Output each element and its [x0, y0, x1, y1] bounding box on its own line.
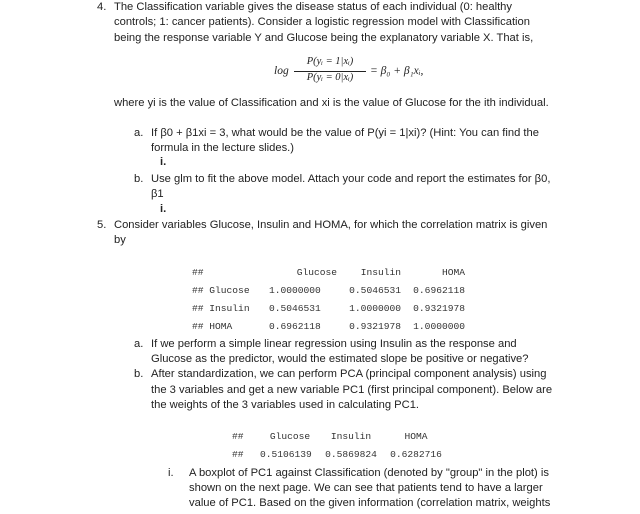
q4b-sub-label: i. — [160, 203, 167, 215]
q4b-line-1: Use glm to fit the above model. Attach your code and report the estimates for β0, — [151, 173, 551, 185]
corr-header-row — [192, 263, 465, 281]
corr-cell: 1.0000000 — [269, 284, 321, 296]
q4b-line-2: β1 — [151, 188, 164, 200]
corr-row-label: ## HOMA — [192, 320, 233, 332]
corr-header-cell: Glucose — [296, 266, 337, 278]
formula-log: log — [274, 65, 289, 77]
q5b-label: b. — [134, 368, 144, 380]
corr-cell: 0.9321978 — [413, 302, 465, 314]
corr-header-cell: ## — [192, 266, 204, 278]
q5bi-line-2: shown on the next page. We can see that patients tend to have a larger — [189, 482, 543, 494]
weights-row — [232, 445, 450, 463]
q4a-label: a. — [134, 127, 144, 139]
weights-cell: 0.5869824 — [325, 448, 377, 460]
q5a-line-1: If we perform a simple linear regression using Insulin as the response and — [151, 338, 517, 350]
q5a-line-2: Glucose as the predictor, would the estimated slope be positive or negative? — [151, 353, 529, 365]
weights-header-row — [232, 427, 450, 445]
corr-row-label: ## Glucose — [192, 284, 250, 296]
corr-cell: 0.6962118 — [269, 320, 321, 332]
weights-cell: 0.6282716 — [390, 448, 442, 460]
corr-cell: 1.0000000 — [413, 320, 465, 332]
weights-header-cell: ## — [232, 430, 244, 442]
q4a-sub-label: i. — [160, 156, 167, 168]
q4b-label: b. — [134, 173, 144, 185]
formula-rhs: = β₀ + β₁xᵢ, — [370, 65, 424, 77]
q4-text-line-2: controls; 1: cancer patients). Consider a logistic regression model with Classification — [114, 16, 530, 28]
formula-numerator: P(yᵢ = 1|xᵢ) — [306, 56, 354, 67]
q5a-label: a. — [134, 338, 144, 350]
q4-text-line-3: being the response variable Y and Glucose being the explanatory variable X. That is, — [114, 32, 534, 44]
corr-header-cell: HOMA — [441, 266, 465, 278]
q4-text-line-1: The Classification variable gives the disease status of each individual (0: healthy — [114, 1, 512, 13]
q5b-line-2: the 3 variables and get a new variable PC1 (first principal component). Below are — [151, 384, 553, 396]
pca-weights-output — [232, 427, 450, 463]
corr-cell: 0.9321978 — [349, 320, 401, 332]
q5b-line-3: the weights of the 3 variables used in calculating PC1. — [151, 399, 420, 411]
q4-after-formula: where yi is the value of Classification and xi is the value of Glucose for the ith individual. — [114, 97, 549, 109]
corr-cell: 1.0000000 — [349, 302, 401, 314]
q4a-line-1: If β0 + β1xi = 3, what would be the value of P(yi = 1|xi)? (Hint: You can find the — [151, 127, 539, 139]
q5-text-line-1: Consider variables Glucose, Insulin and HOMA, for which the correlation matrix is given — [114, 219, 548, 231]
correlation-matrix-output — [192, 263, 465, 335]
corr-cell: 0.5046531 — [349, 284, 401, 296]
weights-cell: 0.5106139 — [260, 448, 312, 460]
weights-row-label: ## — [232, 448, 244, 460]
weights-header-cell: Insulin — [330, 430, 372, 442]
corr-row — [192, 281, 465, 299]
q5bi-line-3: value of PC1. Based on the given information (correlation matrix, weights — [189, 497, 551, 509]
corr-row — [192, 299, 465, 317]
weights-header-cell: HOMA — [404, 430, 428, 442]
q5bi-line-1: A boxplot of PC1 against Classification (denoted by "group" in the plot) is — [189, 467, 549, 479]
q5bi-label: i. — [168, 467, 174, 479]
corr-cell: 0.5046531 — [269, 302, 321, 314]
formula-denominator: P(yᵢ = 0|xᵢ) — [306, 72, 354, 83]
q5-number: 5. — [97, 219, 107, 231]
corr-cell: 0.6962118 — [413, 284, 465, 296]
corr-row — [192, 317, 465, 335]
q5-text-line-2: by — [114, 234, 126, 246]
corr-row-label: ## Insulin — [192, 302, 250, 314]
corr-header-cell: Insulin — [360, 266, 401, 278]
q4a-line-2: formula in the lecture slides.) — [151, 142, 295, 154]
weights-header-cell: Glucose — [269, 430, 311, 442]
q4-number: 4. — [97, 1, 107, 13]
q5b-line-1: After standardization, we can perform PCA (principal component analysis) using — [151, 368, 547, 380]
